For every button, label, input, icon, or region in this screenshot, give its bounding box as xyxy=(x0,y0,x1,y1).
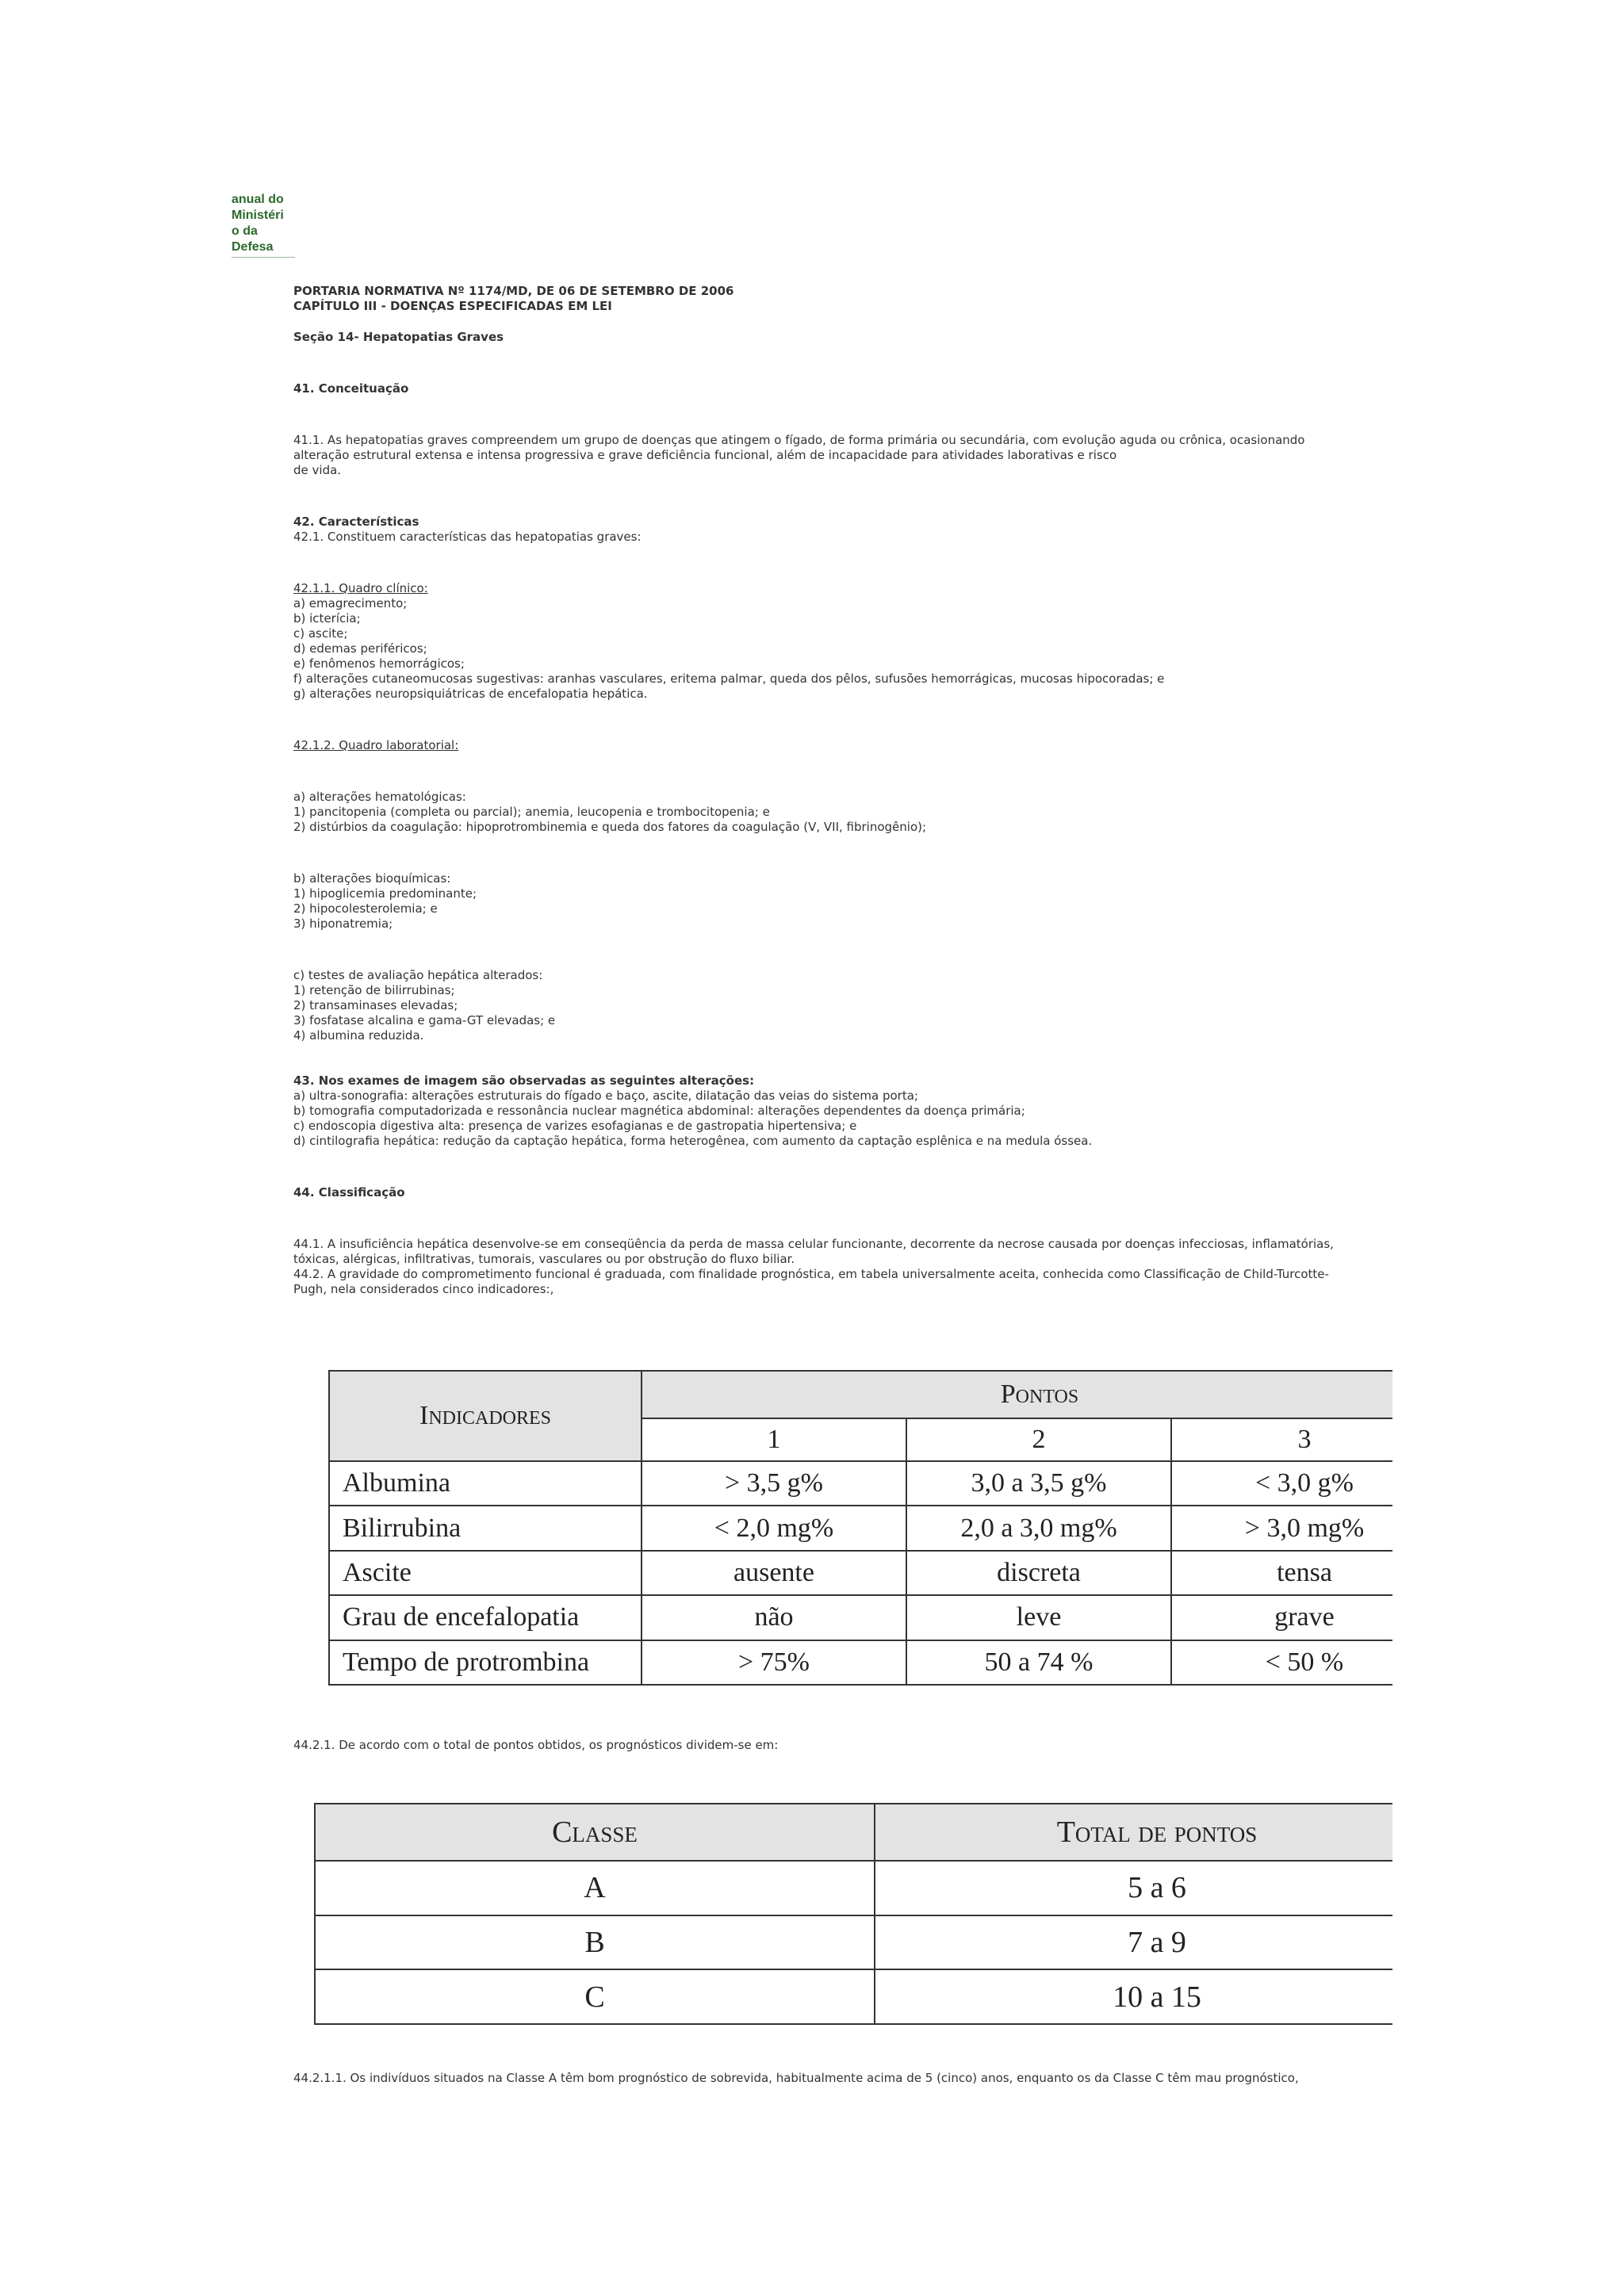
paragraph-42-1: 42.1. Constituem características das hepatopatias graves: xyxy=(293,530,642,544)
list-item: 1) pancitopenia (completa ou parcial); anemia, leucopenia e trombocitopenia; e xyxy=(293,805,770,819)
indicator-label: Grau de encefalopatia xyxy=(329,1595,642,1640)
table-row xyxy=(329,1595,1392,1640)
table-row xyxy=(329,1461,1392,1506)
paragraph-44-2 xyxy=(293,1267,1388,1297)
secao-heading: Seção 14- Hepatopatias Graves xyxy=(293,330,504,344)
paragraph-44-2-1-1: 44.2.1.1. Os indivíduos situados na Classe A têm bom prognóstico de sobrevida, habitualmente acima de 5 (cinco) anos, enquanto os da Classe C têm mau prognóstico, xyxy=(293,2071,1299,2085)
header-total-pontos: Total de pontos xyxy=(875,1804,1392,1861)
logo-line: o da xyxy=(232,224,258,238)
table-cell: não xyxy=(642,1595,906,1640)
list-item: c) testes de avaliação hepática alterados: xyxy=(293,968,543,982)
pontos-1: 1 xyxy=(642,1418,906,1461)
list-item: g) alterações neuropsiquiátricas de encefalopatia hepática. xyxy=(293,687,648,701)
list-item: a) ultra-sonografia: alterações estruturais do fígado e baço, ascite, dilatação das veias do sistema porta; xyxy=(293,1089,918,1103)
table-cell: discreta xyxy=(906,1551,1171,1595)
capitulo-heading: CAPÍTULO III - DOENÇAS ESPECIFICADAS EM LEI xyxy=(293,299,612,313)
text-line: 41.1. As hepatopatias graves compreendem um grupo de doenças que atingem o fígado, de forma primária ou secundária, com evolução aguda ou crônica, ocasionando xyxy=(293,433,1305,447)
table-cell: > 3,5 g% xyxy=(642,1461,906,1506)
indicator-label: Ascite xyxy=(329,1551,642,1595)
pontos-2: 2 xyxy=(906,1418,1171,1461)
classe-cell: C xyxy=(315,1969,875,2024)
list-item: 1) retenção de bilirrubinas; xyxy=(293,983,455,997)
table-cell: 2,0 a 3,0 mg% xyxy=(906,1506,1171,1550)
list-item: b) alterações bioquímicas: xyxy=(293,871,451,886)
exames-imagem-list xyxy=(293,1089,1388,1149)
header-indicadores: Indicadores xyxy=(329,1371,642,1461)
pontos-3: 3 xyxy=(1171,1418,1392,1461)
list-item: b) tomografia computadorizada e ressonância nuclear magnética abdominal: alterações dependentes da doença primária; xyxy=(293,1104,1025,1118)
paragraph-44-1 xyxy=(293,1237,1388,1267)
list-item: a) alterações hematológicas: xyxy=(293,790,466,804)
table-cell: ausente xyxy=(642,1551,906,1595)
indicator-label: Bilirrubina xyxy=(329,1506,642,1550)
logo-line: anual do xyxy=(232,193,284,206)
table-cell: > 75% xyxy=(642,1640,906,1685)
quadro-clinico-list xyxy=(293,596,1388,702)
header-pontos: Pontos xyxy=(642,1371,1392,1418)
table-row xyxy=(329,1640,1392,1685)
list-item: d) cintilografia hepática: redução da captação hepática, forma heterogênea, com aumento da captação esplênica e na medula óssea. xyxy=(293,1134,1093,1148)
table-cell: > 3,0 mg% xyxy=(1171,1506,1392,1550)
table-cell: 50 a 74 % xyxy=(906,1640,1171,1685)
classe-cell: A xyxy=(315,1861,875,1915)
table-row xyxy=(315,1861,1392,1915)
total-cell: 5 a 6 xyxy=(875,1861,1392,1915)
quadro-laboratorial-title: 42.1.2. Quadro laboratorial: xyxy=(293,738,459,752)
text-line: 44.2. A gravidade do comprometimento funcional é graduada, com finalidade prognóstica, em tabela universalmente aceita, conhecida como Classificação de Child-Turcotte- xyxy=(293,1267,1329,1281)
table-cell: tensa xyxy=(1171,1551,1392,1595)
list-item: f) alterações cutaneomucosas sugestivas: aranhas vasculares, eritema palmar, queda dos pêlos, sufusões hemorrágicas, mucosas hipocoradas; e xyxy=(293,672,1165,686)
list-item: e) fenômenos hemorrágicos; xyxy=(293,656,465,671)
header-classe: Classe xyxy=(315,1804,875,1861)
classe-cell: B xyxy=(315,1915,875,1970)
table-row xyxy=(315,1915,1392,1970)
table-row xyxy=(315,1969,1392,2024)
table-cell: < 50 % xyxy=(1171,1640,1392,1685)
section-44-title: 44. Classificação xyxy=(293,1185,405,1200)
text-line: tóxicas, alérgicas, infiltrativas, tumorais, vasculares ou por obstrução do fluxo biliar. xyxy=(293,1252,795,1266)
table-row xyxy=(329,1551,1392,1595)
indicator-label: Albumina xyxy=(329,1461,642,1506)
list-item: 1) hipoglicemia predominante; xyxy=(293,886,477,901)
section-42-title: 42. Características xyxy=(293,515,419,529)
list-item: 2) distúrbios da coagulação: hipoprotrombinemia e queda dos fatores da coagulação (V, VII, fibrinogênio); xyxy=(293,820,927,834)
table-cell: grave xyxy=(1171,1595,1392,1640)
paragraph-44-2-1: 44.2.1. De acordo com o total de pontos obtidos, os prognósticos dividem-se em: xyxy=(293,1738,779,1752)
list-item: 3) fosfatase alcalina e gama-GT elevadas; e xyxy=(293,1013,556,1027)
list-item: a) emagrecimento; xyxy=(293,596,408,610)
text-line: de vida. xyxy=(293,463,342,477)
quadro-clinico-title: 42.1.1. Quadro clínico: xyxy=(293,581,428,595)
lab-hematologicas-list xyxy=(293,790,1388,835)
indicator-label: Tempo de protrombina xyxy=(329,1640,642,1685)
list-item: 4) albumina reduzida. xyxy=(293,1028,424,1043)
paragraph-41-1 xyxy=(293,433,1388,478)
list-item: 2) hipocolesterolemia; e xyxy=(293,901,438,916)
table-cell: < 2,0 mg% xyxy=(642,1506,906,1550)
list-item: 2) transaminases elevadas; xyxy=(293,998,458,1012)
logo-line: Ministéri xyxy=(232,209,284,222)
portaria-heading: PORTARIA NORMATIVA Nº 1174/MD, DE 06 DE SETEMBRO DE 2006 xyxy=(293,284,734,298)
list-item: b) icterícia; xyxy=(293,611,361,626)
logo-line: Defesa xyxy=(232,240,274,254)
ministry-logo-text xyxy=(232,192,295,258)
table-cell: leve xyxy=(906,1595,1171,1640)
document-body xyxy=(293,284,1388,1297)
section-41-title: 41. Conceituação xyxy=(293,381,409,396)
total-cell: 7 a 9 xyxy=(875,1915,1392,1970)
table-cell: < 3,0 g% xyxy=(1171,1461,1392,1506)
lab-bioquimicas-list xyxy=(293,871,1388,932)
text-line: alteração estrutural extensa e intensa progressiva e grave deficiência funcional, além de incapacidade para atividades laborativas e risco xyxy=(293,448,1117,462)
table-row xyxy=(329,1506,1392,1550)
table-cell: 3,0 a 3,5 g% xyxy=(906,1461,1171,1506)
text-line: 44.1. A insuficiência hepática desenvolve-se em conseqüência da perda de massa celular funcionante, decorrente da necrose causada por doenças infecciosas, inflamatórias, xyxy=(293,1237,1334,1251)
section-43-title: 43. Nos exames de imagem são observadas as seguintes alterações: xyxy=(293,1073,755,1088)
child-pugh-table xyxy=(328,1370,1392,1687)
classe-table xyxy=(314,1803,1392,2026)
text-line: Pugh, nela considerados cinco indicadores:, xyxy=(293,1282,554,1296)
list-item: 3) hiponatremia; xyxy=(293,916,393,931)
total-cell: 10 a 15 xyxy=(875,1969,1392,2024)
list-item: c) ascite; xyxy=(293,626,348,641)
list-item: c) endoscopia digestiva alta: presença de varizes esofagianas e de gastropatia hipertensiva; e xyxy=(293,1119,857,1133)
list-item: d) edemas periféricos; xyxy=(293,641,427,656)
lab-testes-hepaticos-list xyxy=(293,968,1388,1043)
